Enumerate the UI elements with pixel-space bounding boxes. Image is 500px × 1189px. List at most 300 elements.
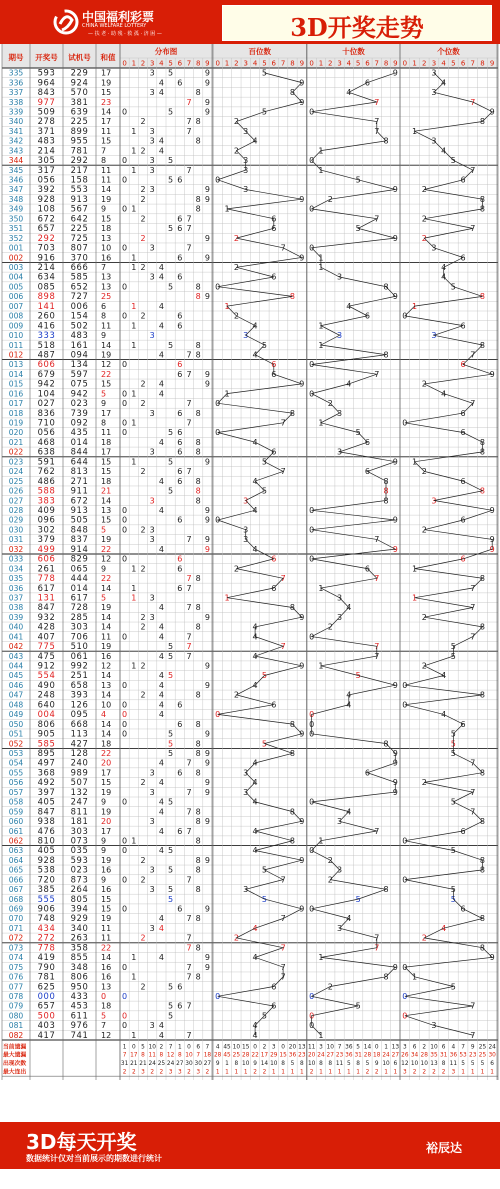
- period-cell: 011: [8, 340, 24, 350]
- units-mark: 5: [450, 885, 456, 895]
- dist-mark: 2: [140, 855, 146, 865]
- tens-mark: 9: [392, 758, 398, 768]
- dist-mark: 4: [158, 680, 164, 690]
- stat-value: 30: [185, 1061, 193, 1067]
- hundreds-mark: 9: [299, 729, 305, 739]
- stat-value: 25: [157, 1061, 166, 1067]
- stat-value: 2: [205, 1069, 210, 1076]
- stat-value: 2: [374, 1069, 379, 1076]
- period-cell: 065: [8, 865, 24, 875]
- hundreds-mark: 4: [252, 826, 258, 836]
- sum-cell: 15: [101, 379, 112, 389]
- hundreds-mark: 0: [215, 175, 221, 185]
- dist-mark: 0: [122, 729, 128, 739]
- hundreds-mark: 9: [299, 904, 305, 914]
- hundreds-mark: 0: [215, 428, 221, 438]
- dist-mark: 7: [186, 632, 192, 642]
- units-mark: 7: [470, 583, 476, 593]
- test-cell: 829: [70, 553, 89, 564]
- draw-cell: 027: [37, 398, 56, 409]
- units-mark: 5: [450, 642, 456, 652]
- test-cell: 617: [70, 592, 89, 603]
- period-cell: 022: [8, 447, 24, 457]
- table-row: [9, 709, 446, 719]
- period-cell: 072: [8, 933, 24, 943]
- sum-cell: 15: [101, 894, 112, 904]
- stat-value: 14: [260, 1061, 269, 1067]
- table-row: [9, 437, 485, 447]
- stat-value: 20: [307, 1052, 316, 1059]
- units-mark: 3: [431, 496, 437, 506]
- hundreds-mark: 7: [280, 943, 286, 953]
- table-row: [9, 670, 446, 680]
- units-mark: 0: [402, 311, 408, 321]
- dist-mark: 7: [186, 651, 192, 661]
- tens-mark: 2: [327, 875, 333, 885]
- stat-value: 2: [422, 1069, 427, 1076]
- table-row: [9, 729, 456, 739]
- period-cell: 019: [8, 418, 24, 428]
- dist-mark: 3: [149, 885, 155, 895]
- table-row: [9, 223, 476, 233]
- hundreds-mark: 8: [289, 836, 296, 846]
- hundreds-mark: 9: [299, 194, 305, 204]
- dist-mark: 7: [186, 165, 192, 175]
- dist-mark: 0: [122, 632, 128, 642]
- table-row: [9, 719, 466, 729]
- tens-mark: 7: [374, 126, 380, 136]
- dist-mark: 3: [149, 136, 155, 146]
- hundreds-mark: 4: [252, 846, 258, 856]
- dist-mark: 5: [168, 340, 174, 350]
- units-mark: 7: [470, 632, 476, 642]
- hundreds-mark: 6: [271, 982, 277, 992]
- dist-mark: 7: [186, 826, 192, 836]
- hundreds-mark: 9: [299, 661, 305, 671]
- dist-mark: 5: [168, 457, 174, 467]
- units-mark: 0: [402, 1011, 408, 1021]
- tens-mark: 0: [309, 506, 315, 515]
- period-cell: 045: [8, 671, 24, 681]
- hundreds-mark: 4: [252, 544, 258, 554]
- dist-mark: 0: [122, 175, 128, 185]
- stat-value: 1: [328, 1069, 333, 1076]
- test-cell: 848: [70, 524, 89, 535]
- period-cell: 036: [8, 583, 24, 593]
- stat-value: 1: [356, 1069, 361, 1076]
- hundreds-mark: 3: [243, 165, 249, 175]
- dist-mark: 6: [177, 447, 183, 457]
- dist-mark: 1: [131, 389, 137, 399]
- tens-mark: 8: [383, 282, 389, 292]
- dist-mark: 6: [177, 408, 183, 418]
- hundreds-mark: 8: [289, 292, 296, 302]
- stat-value: 8: [328, 1061, 333, 1067]
- stat-value: 24: [382, 1052, 390, 1059]
- hundreds-mark: 4: [252, 476, 258, 486]
- stat-value: 10: [326, 1044, 334, 1051]
- period-cell: 046: [8, 680, 24, 690]
- col-header-units: 个位数: [437, 47, 460, 56]
- sum-cell: 19: [101, 350, 112, 360]
- tens-mark: 1: [318, 661, 324, 671]
- hundreds-mark: 7: [280, 467, 286, 477]
- header-bar: [0, 0, 500, 44]
- period-cell: 070: [8, 914, 24, 924]
- dist-mark: 8: [195, 690, 201, 700]
- dist-mark: 1: [131, 593, 137, 603]
- sum-cell: 16: [101, 651, 112, 661]
- test-cell: 433: [70, 991, 89, 1001]
- stat-value: 4: [215, 1044, 220, 1051]
- dist-mark: 2: [140, 467, 146, 477]
- draw-cell: 483: [37, 135, 56, 146]
- dist-mark: 2: [140, 263, 146, 272]
- test-cell: 247: [70, 796, 89, 807]
- dist-mark: 0: [122, 204, 128, 214]
- period-cell: 035: [8, 574, 24, 584]
- stat-value: 27: [203, 1061, 212, 1067]
- stat-value: 29: [270, 1052, 278, 1059]
- draw-cell: 104: [37, 388, 56, 399]
- draw-cell: 428: [37, 621, 56, 632]
- period-cell: 024: [8, 467, 24, 477]
- dist-mark: 4: [158, 437, 164, 447]
- stat-value: 5: [470, 1061, 475, 1067]
- table-row: [9, 515, 466, 525]
- draw-cell: 475: [37, 650, 56, 661]
- period-cell: 071: [8, 923, 24, 933]
- units-mark: 1: [412, 301, 418, 311]
- dist-mark: 5: [168, 107, 174, 117]
- period-cell: 348: [8, 194, 24, 204]
- units-mark: 3: [431, 88, 437, 98]
- period-cell: 340: [8, 117, 24, 127]
- logo-slogan: — 扶 老 · 助 残 · 救 孤 · 济 困 —: [88, 31, 162, 37]
- hundreds-mark: 3: [243, 126, 249, 136]
- dist-mark: 0: [122, 282, 128, 292]
- draw-cell: 416: [37, 320, 56, 331]
- table-row: [9, 476, 466, 486]
- table-row: [9, 165, 476, 175]
- draw-cell: 847: [37, 602, 56, 613]
- dist-mark: 4: [158, 700, 164, 710]
- stat-value: 10: [242, 1061, 250, 1067]
- period-cell: 056: [8, 778, 24, 788]
- stat-value: 26: [401, 1052, 409, 1059]
- dist-mark: 0: [122, 836, 128, 846]
- tens-mark: 9: [392, 962, 398, 972]
- stat-value: 24: [317, 1052, 325, 1059]
- draw-cell: 278: [37, 116, 56, 127]
- units-mark: 5: [450, 846, 456, 856]
- sum-cell: 17: [101, 117, 112, 127]
- dist-mark: 9: [204, 778, 210, 788]
- sum-cell: 19: [101, 78, 112, 88]
- stat-value: 1: [243, 1069, 248, 1076]
- dist-mark: 8: [195, 204, 201, 214]
- hundreds-mark: 4: [252, 506, 258, 515]
- tens-mark: 4: [346, 88, 352, 98]
- dist-mark: 4: [158, 321, 164, 331]
- stat-value: 6: [393, 1061, 398, 1067]
- test-cell: 229: [70, 67, 89, 78]
- hundreds-mark: 6: [271, 447, 277, 457]
- digit-header: 2: [140, 59, 146, 68]
- stat-value: 6: [196, 1044, 201, 1051]
- table-row: [9, 1020, 437, 1030]
- test-cell: 950: [70, 981, 89, 992]
- dist-mark: 9: [204, 253, 210, 263]
- stat-value: 10: [270, 1061, 278, 1067]
- stat-value: 36: [345, 1052, 353, 1059]
- draw-cell: 468: [37, 436, 56, 447]
- dist-mark: 0: [122, 506, 128, 515]
- dist-mark: 9: [204, 749, 210, 758]
- dist-mark: 7: [186, 369, 192, 379]
- period-cell: 008: [8, 311, 24, 321]
- dist-mark: 0: [122, 1011, 128, 1021]
- dist-mark: 1: [131, 301, 137, 311]
- period-cell: 003: [8, 263, 24, 272]
- dist-mark: 6: [177, 982, 183, 992]
- draw-cell: 781: [37, 971, 56, 982]
- hundreds-mark: 9: [299, 817, 305, 827]
- dist-mark: 7: [186, 603, 192, 613]
- dist-mark: 7: [186, 875, 192, 885]
- digit-header: 1: [318, 59, 324, 68]
- hundreds-mark: 9: [299, 97, 305, 107]
- tens-mark: 2: [327, 982, 333, 992]
- dist-mark: 3: [149, 525, 155, 535]
- units-mark: 5: [450, 982, 456, 992]
- hundreds-mark: 7: [280, 875, 286, 885]
- dist-mark: 2: [140, 875, 146, 885]
- table-row: [9, 233, 427, 243]
- dist-mark: 2: [140, 661, 146, 671]
- tens-mark: 0: [309, 710, 315, 720]
- test-cell: 813: [70, 466, 89, 477]
- dist-mark: 4: [158, 710, 164, 720]
- tens-mark: 0: [309, 243, 315, 253]
- test-cell: 855: [70, 952, 89, 963]
- tens-mark: 1: [318, 836, 324, 846]
- dist-mark: 2: [140, 564, 146, 574]
- dist-mark: 9: [204, 855, 210, 865]
- sum-cell: 20: [101, 758, 112, 768]
- units-mark: 4: [441, 146, 447, 156]
- hundreds-mark: 2: [233, 690, 239, 700]
- period-cell: 039: [8, 612, 24, 622]
- sum-cell: 5: [101, 593, 107, 603]
- period-cell: 006: [8, 292, 24, 302]
- logo-english: CHINA WELFARE LOTTERY: [82, 23, 147, 29]
- stat-value: 8: [299, 1061, 304, 1067]
- dist-mark: 1: [131, 836, 137, 846]
- draw-cell: 260: [37, 310, 56, 321]
- period-cell: 347: [8, 185, 24, 195]
- sum-cell: 9: [101, 836, 107, 846]
- table-row: [9, 816, 485, 826]
- dist-mark: 7: [186, 933, 192, 943]
- dist-mark: 4: [158, 389, 164, 399]
- dist-mark: 0: [122, 428, 128, 438]
- period-cell: 062: [8, 836, 24, 846]
- draw-cell: 371: [37, 125, 56, 136]
- stat-value: 0: [281, 1044, 285, 1051]
- period-cell: 082: [8, 1030, 24, 1040]
- dist-mark: 0: [122, 107, 128, 117]
- stat-value: 5: [356, 1044, 361, 1051]
- units-mark: 7: [470, 807, 476, 817]
- table-row: [9, 408, 466, 418]
- table-row: [9, 524, 427, 534]
- sum-cell: 21: [101, 486, 112, 496]
- stat-value: 25: [232, 1052, 241, 1059]
- dist-mark: 4: [158, 651, 164, 661]
- stat-value: 18: [373, 1052, 381, 1059]
- digit-header: 8: [383, 59, 389, 68]
- test-cell: 873: [70, 874, 89, 885]
- dist-mark: 9: [204, 817, 210, 827]
- stat-value: 45: [223, 1052, 231, 1059]
- hundreds-mark: 3: [243, 787, 249, 797]
- units-mark: 5: [450, 749, 456, 758]
- sum-cell: 15: [101, 778, 112, 788]
- draw-cell: 977: [37, 96, 56, 107]
- period-cell: 013: [8, 360, 24, 370]
- test-cell: 292: [70, 155, 89, 166]
- stat-value: 6: [412, 1044, 417, 1051]
- sum-cell: 9: [101, 204, 107, 214]
- test-cell: 507: [70, 777, 89, 788]
- stat-value: 36: [449, 1052, 458, 1059]
- period-cell: 009: [8, 321, 24, 331]
- draw-cell: 898: [37, 291, 56, 302]
- dist-mark: 9: [204, 787, 210, 797]
- dist-mark: 8: [195, 972, 201, 982]
- test-cell: 658: [70, 679, 89, 690]
- sum-cell: 14: [101, 953, 112, 963]
- stat-value: 18: [203, 1052, 212, 1059]
- draw-cell: 720: [37, 874, 56, 885]
- period-cell: 044: [8, 661, 24, 671]
- units-mark: 6: [460, 826, 466, 836]
- test-cell: 225: [70, 116, 89, 127]
- draw-cell: 554: [37, 670, 56, 681]
- test-cell: 094: [70, 349, 89, 360]
- units-mark: 8: [479, 437, 485, 447]
- test-cell: 161: [70, 339, 89, 350]
- test-cell: 597: [70, 368, 89, 379]
- dist-mark: 5: [168, 739, 174, 749]
- dist-mark: 4: [158, 1021, 164, 1031]
- hundreds-mark: 4: [252, 437, 258, 447]
- dist-mark: 2: [140, 185, 146, 195]
- test-cell: 225: [70, 223, 89, 234]
- period-cell: 081: [8, 1021, 24, 1031]
- dist-mark: 4: [158, 671, 164, 681]
- period-cell: 059: [8, 807, 24, 817]
- tens-mark: 0: [309, 1021, 315, 1031]
- draw-cell: 407: [37, 631, 56, 642]
- stat-value: 10: [430, 1044, 438, 1051]
- units-mark: 8: [479, 943, 485, 953]
- tens-mark: 5: [355, 894, 361, 904]
- digit-header: 2: [422, 59, 427, 68]
- table-row: [9, 1030, 476, 1040]
- tens-mark: 0: [309, 904, 315, 914]
- sum-cell: 22: [101, 749, 112, 758]
- draw-cell: 108: [37, 203, 56, 214]
- tens-mark: 1: [318, 583, 324, 593]
- digit-header: 6: [365, 59, 370, 68]
- period-cell: 077: [8, 982, 24, 992]
- sum-cell: 11: [101, 165, 112, 175]
- units-mark: 7: [470, 787, 476, 797]
- stat-value: 3: [402, 1069, 407, 1076]
- tens-mark: 2: [327, 194, 333, 204]
- table-row: [9, 952, 495, 962]
- period-cell: 030: [8, 525, 24, 535]
- sum-cell: 15: [101, 136, 112, 146]
- table-row: [9, 612, 427, 622]
- period-cell: 002: [8, 253, 24, 263]
- table-row: [9, 777, 427, 787]
- hundreds-mark: 4: [252, 778, 258, 788]
- table-row: [9, 981, 456, 991]
- dist-mark: 2: [140, 933, 146, 943]
- units-mark: 8: [479, 486, 485, 496]
- stat-value: 10: [148, 1044, 156, 1051]
- tens-mark: 2: [327, 622, 333, 632]
- stat-value: 2: [131, 1069, 136, 1076]
- period-cell: 338: [8, 97, 24, 107]
- hundreds-mark: 8: [289, 807, 296, 817]
- units-mark: 1: [412, 126, 418, 136]
- dist-mark: 9: [204, 506, 210, 515]
- footer-title: 3D每天开奖: [26, 1130, 137, 1154]
- hundreds-mark: 0: [215, 992, 221, 1001]
- test-cell: 348: [70, 961, 89, 972]
- units-mark: 4: [441, 263, 447, 272]
- table-row: [9, 767, 485, 777]
- stat-value: 21: [130, 1061, 138, 1067]
- col-header-period: 期号: [8, 53, 24, 62]
- test-cell: 095: [70, 709, 89, 720]
- period-cell: 049: [8, 710, 24, 720]
- dist-mark: 5: [168, 282, 174, 292]
- hundreds-mark: 5: [261, 107, 267, 117]
- period-cell: 041: [8, 632, 24, 642]
- test-cell: 453: [70, 1000, 89, 1011]
- digit-header: 0: [309, 59, 314, 68]
- hundreds-mark: 2: [233, 233, 239, 243]
- test-cell: 739: [70, 407, 89, 418]
- tens-mark: 1: [318, 165, 324, 175]
- period-cell: 012: [8, 350, 24, 360]
- dist-mark: 3: [149, 535, 155, 545]
- table-row: [9, 923, 446, 933]
- digit-header: 2: [234, 59, 239, 68]
- draw-cell: 476: [37, 825, 56, 836]
- dist-mark: 0: [122, 719, 128, 729]
- hundreds-mark: 6: [271, 224, 277, 234]
- table-row: [9, 933, 427, 943]
- dist-mark: 6: [177, 719, 183, 729]
- tens-mark: 9: [392, 233, 398, 243]
- sum-cell: 9: [101, 875, 107, 885]
